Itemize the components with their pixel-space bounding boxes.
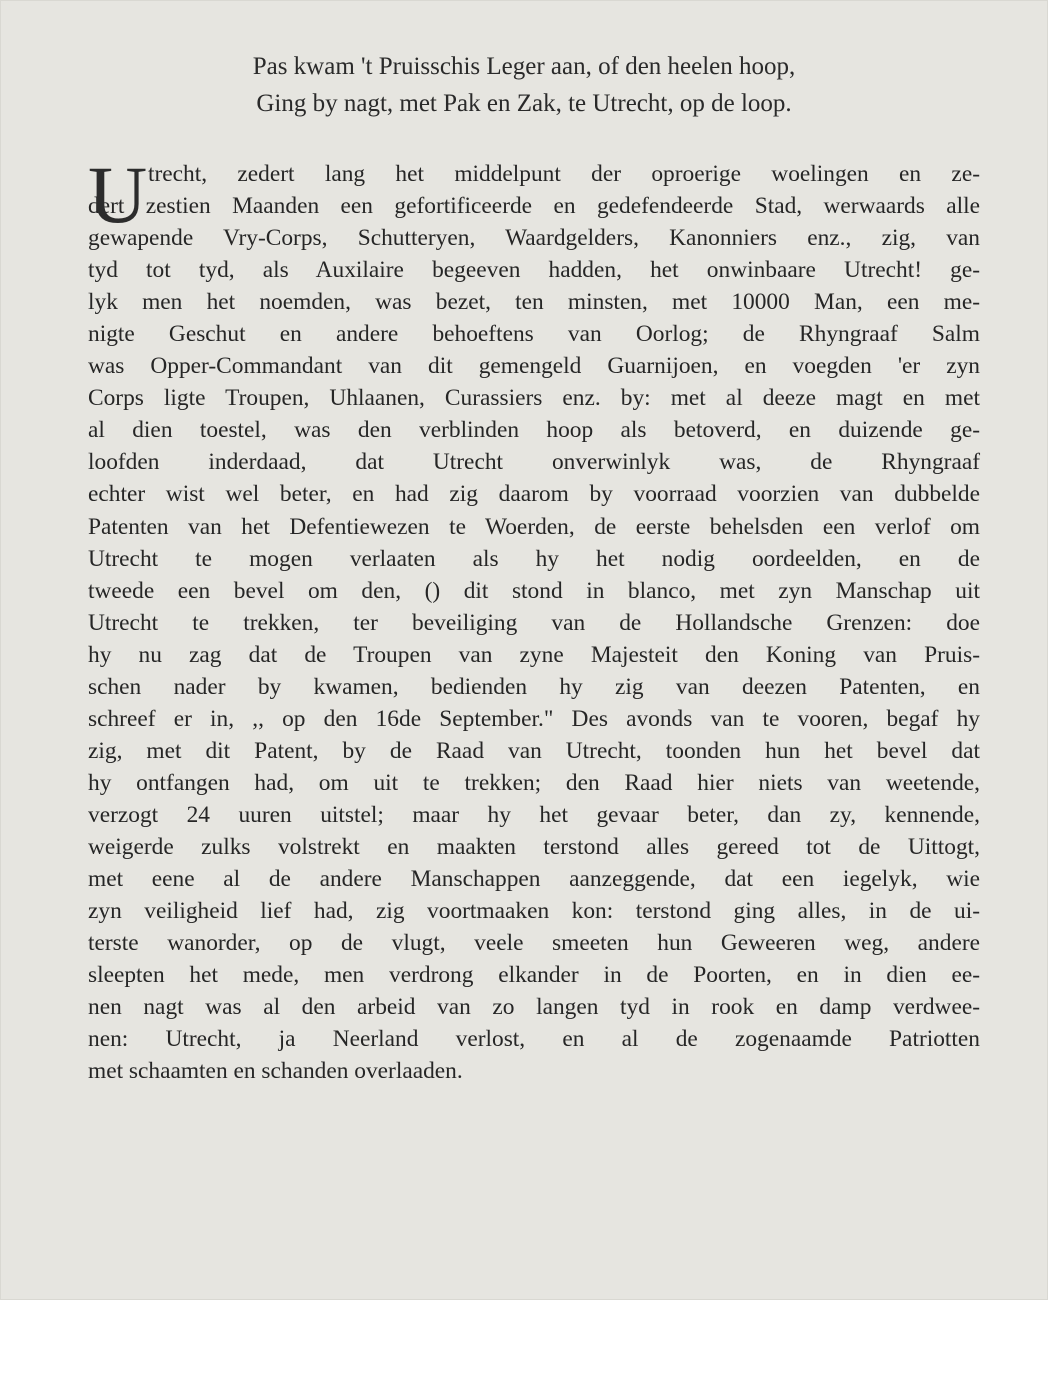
text-line: Patenten van het Defentiewezen te Woerden, de eerste behelsden een verlof om: [88, 513, 980, 540]
text-line: hy ontfangen had, om uit te trekken; den Raad hier niets van weetende,: [88, 769, 980, 796]
bottom-margin: [0, 1300, 1048, 1390]
body-paragraph: [88, 149, 980, 1087]
text-line: hy nu zag dat de Troupen van zyne Majesteit den Koning van Pruis-: [88, 641, 980, 668]
text-line: weigerde zulks volstrekt en maakten terstond alles gereed tot de Uittogt,: [88, 833, 980, 860]
text-line: was Opper-Commandant van dit gemengeld Guarnijoen, en voegden 'er zyn: [88, 353, 980, 380]
text-line: nen nagt was al den arbeid van zo langen tyd in rook en damp verdwee-: [88, 994, 980, 1021]
text-line: zyn veiligheid lief had, zig voortmaaken kon: terstond ging alles, in de ui-: [88, 898, 980, 925]
text-line: nigte Geschut en andere behoeftens van Oorlog; de Rhyngraaf Salm: [88, 321, 980, 348]
text-line: dert zestien Maanden een gefortificeerde en gedefendeerde Stad, werwaards alle: [88, 193, 980, 220]
text-line: verzogt 24 uuren uitstel; maar hy het gevaar beter, dan zy, kennende,: [88, 801, 980, 828]
text-line: gewapende Vry-Corps, Schutteryen, Waardgelders, Kanonniers enz., zig, van: [88, 225, 980, 252]
text-line: tweede een bevel om den, () dit stond in blanco, met zyn Manschap uit: [88, 577, 980, 604]
text-line: echter wist wel beter, en had zig daarom by voorraad voorzien van dubbelde: [88, 481, 980, 508]
text-line: trecht, zedert lang het middelpunt der oproerige woelingen en ze-: [148, 161, 980, 187]
text-line: loofden inderdaad, dat Utrecht onverwinlyk was, de Rhyngraaf: [88, 449, 980, 476]
drop-cap-initial: U: [88, 149, 148, 240]
text-line: al dien toestel, was den verblinden hoop als betoverd, en duizende ge-: [88, 417, 980, 444]
verse-line-2: Ging by nagt, met Pak en Zak, te Utrecht, op de loop.: [256, 90, 792, 117]
text-line: Utrecht te trekken, ter beveiliging van de Hollandsche Grenzen: doe: [88, 609, 980, 636]
text-line: schen nader by kwamen, bedienden hy zig van deezen Patenten, en: [88, 673, 980, 700]
text-line: sleepten het mede, men verdrong elkander in de Poorten, en in dien ee-: [88, 962, 980, 989]
text-line: Corps ligte Troupen, Uhlaanen, Curassiers enz. by: met al deeze magt en met: [88, 385, 980, 412]
text-line: Utrecht te mogen verlaaten als hy het nodig oordeelden, en de: [88, 545, 980, 572]
verse-line-1: Pas kwam 't Pruisschis Leger aan, of den heelen hoop,: [252, 53, 796, 80]
text-line: terste wanorder, op de vlugt, veele smeeten hun Geweeren weg, andere: [88, 930, 980, 957]
text-line: tyd tot tyd, als Auxilaire begeeven hadden, het onwinbaare Utrecht! ge-: [88, 257, 980, 284]
text-line: nen: Utrecht, ja Neerland verlost, en al de zogenaamde Patriotten: [88, 1026, 980, 1053]
text-line: met eene al de andere Manschappen aanzeggende, dat een iegelyk, wie: [88, 866, 980, 893]
text-line: met schaamten en schanden overlaaden.: [88, 1058, 463, 1085]
text-line: zig, met dit Patent, by de Raad van Utrecht, toonden hun het bevel dat: [88, 737, 980, 764]
text-line: schreef er in, ,, op den 16de September." Des avonds van te vooren, begaf hy: [88, 705, 980, 732]
text-line: lyk men het noemden, was bezet, ten minsten, met 10000 Man, een me-: [88, 289, 980, 316]
verse-heading: [0, 48, 1048, 122]
